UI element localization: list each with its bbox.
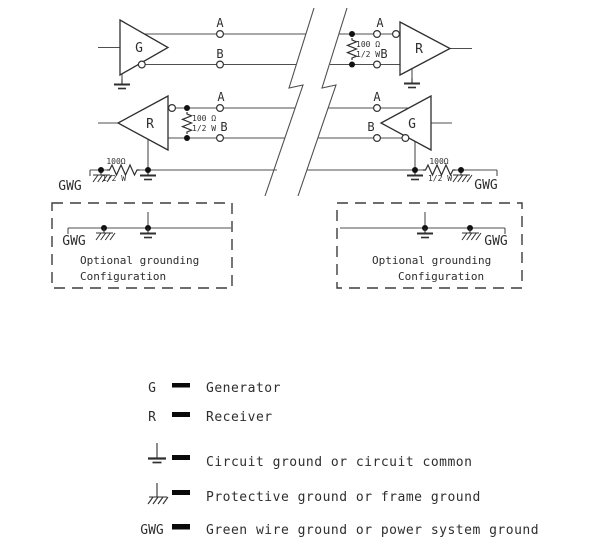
optional-caption-line1: Optional grounding [80,254,200,267]
receiver1-triangle [400,22,450,75]
receiver1-label: R [415,42,423,57]
resistor-value-label: 100 Ω [356,40,381,49]
gwg-letters: GWG [140,523,164,538]
circuit-ground-icon [114,79,130,89]
legend-description: Protective ground or frame ground [206,490,481,505]
wire-b-label: B [367,120,375,134]
gwg-label: GWG [62,234,86,249]
optional-caption-line2: Configuration [398,270,485,283]
resistor-rating-label: 1/2 W [356,50,381,59]
equals-bar [172,412,190,417]
circuit-ground-icon [417,228,433,238]
generator2-label: G [408,117,416,132]
equals-bar [172,455,190,460]
receiver2-label: R [146,117,154,132]
resistor-rating-label: 1/2 W [101,174,127,183]
break-line-left [265,8,314,196]
legend-description: Circuit ground or circuit common [206,455,473,470]
receiver2-triangle [118,96,168,150]
wire-b-label: B [216,47,224,61]
legend-description: Generator [206,381,281,396]
wire-b-label: B [220,120,228,134]
gwg-label-left: GWG [58,179,82,194]
resistor-value-label: 100Ω [429,157,449,166]
gwg-label: GWG [484,234,508,249]
equals-bar [172,490,190,495]
resistor-value-label: 100 Ω [192,114,217,123]
wire-a-label: A [376,16,384,30]
gwg-label-right: GWG [474,178,498,193]
generator1-label: G [135,41,143,56]
wire-a-label: A [217,90,225,104]
inversion-bubble [393,31,400,38]
wire-a-label: A [216,16,224,30]
legend [140,381,539,538]
equals-bar [172,383,190,388]
line-break-marks [265,8,347,196]
optional-grounding-box-left [52,203,232,288]
optional-caption-line1: Optional grounding [372,254,492,267]
legend-row-gwg [140,523,539,538]
legend-description: Receiver [206,410,273,425]
resistor-value-label: 100Ω [106,157,126,166]
circuit-ground-icon [148,443,166,463]
generator-letter: G [148,381,156,396]
amplifiers [118,20,450,150]
wire-a-label: A [373,90,381,104]
legend-row-generator [148,381,281,396]
inversion-bubble [402,135,409,142]
inversion-bubble [138,61,145,68]
optional-caption-line2: Configuration [80,270,167,283]
wire-b-label: B [380,47,388,61]
legend-row-circuit-ground [148,443,472,470]
receiver-letter: R [148,410,156,425]
resistor-rating-label: 1/2 W [427,174,453,183]
inversion-bubble [169,105,176,112]
legend-description: Green wire ground or power system ground [206,523,540,538]
equals-bar [172,524,190,530]
protective-ground-icon [148,483,168,504]
legend-row-protective-ground [148,483,481,505]
termination-resistor-bottom [183,112,192,134]
resistor-rating-label: 1/2 W [192,124,217,133]
optional-grounding-box-right [337,203,522,288]
circuit-ground-icon [140,228,156,238]
legend-row-receiver [148,410,273,425]
circuit-ground-icon [404,78,420,88]
